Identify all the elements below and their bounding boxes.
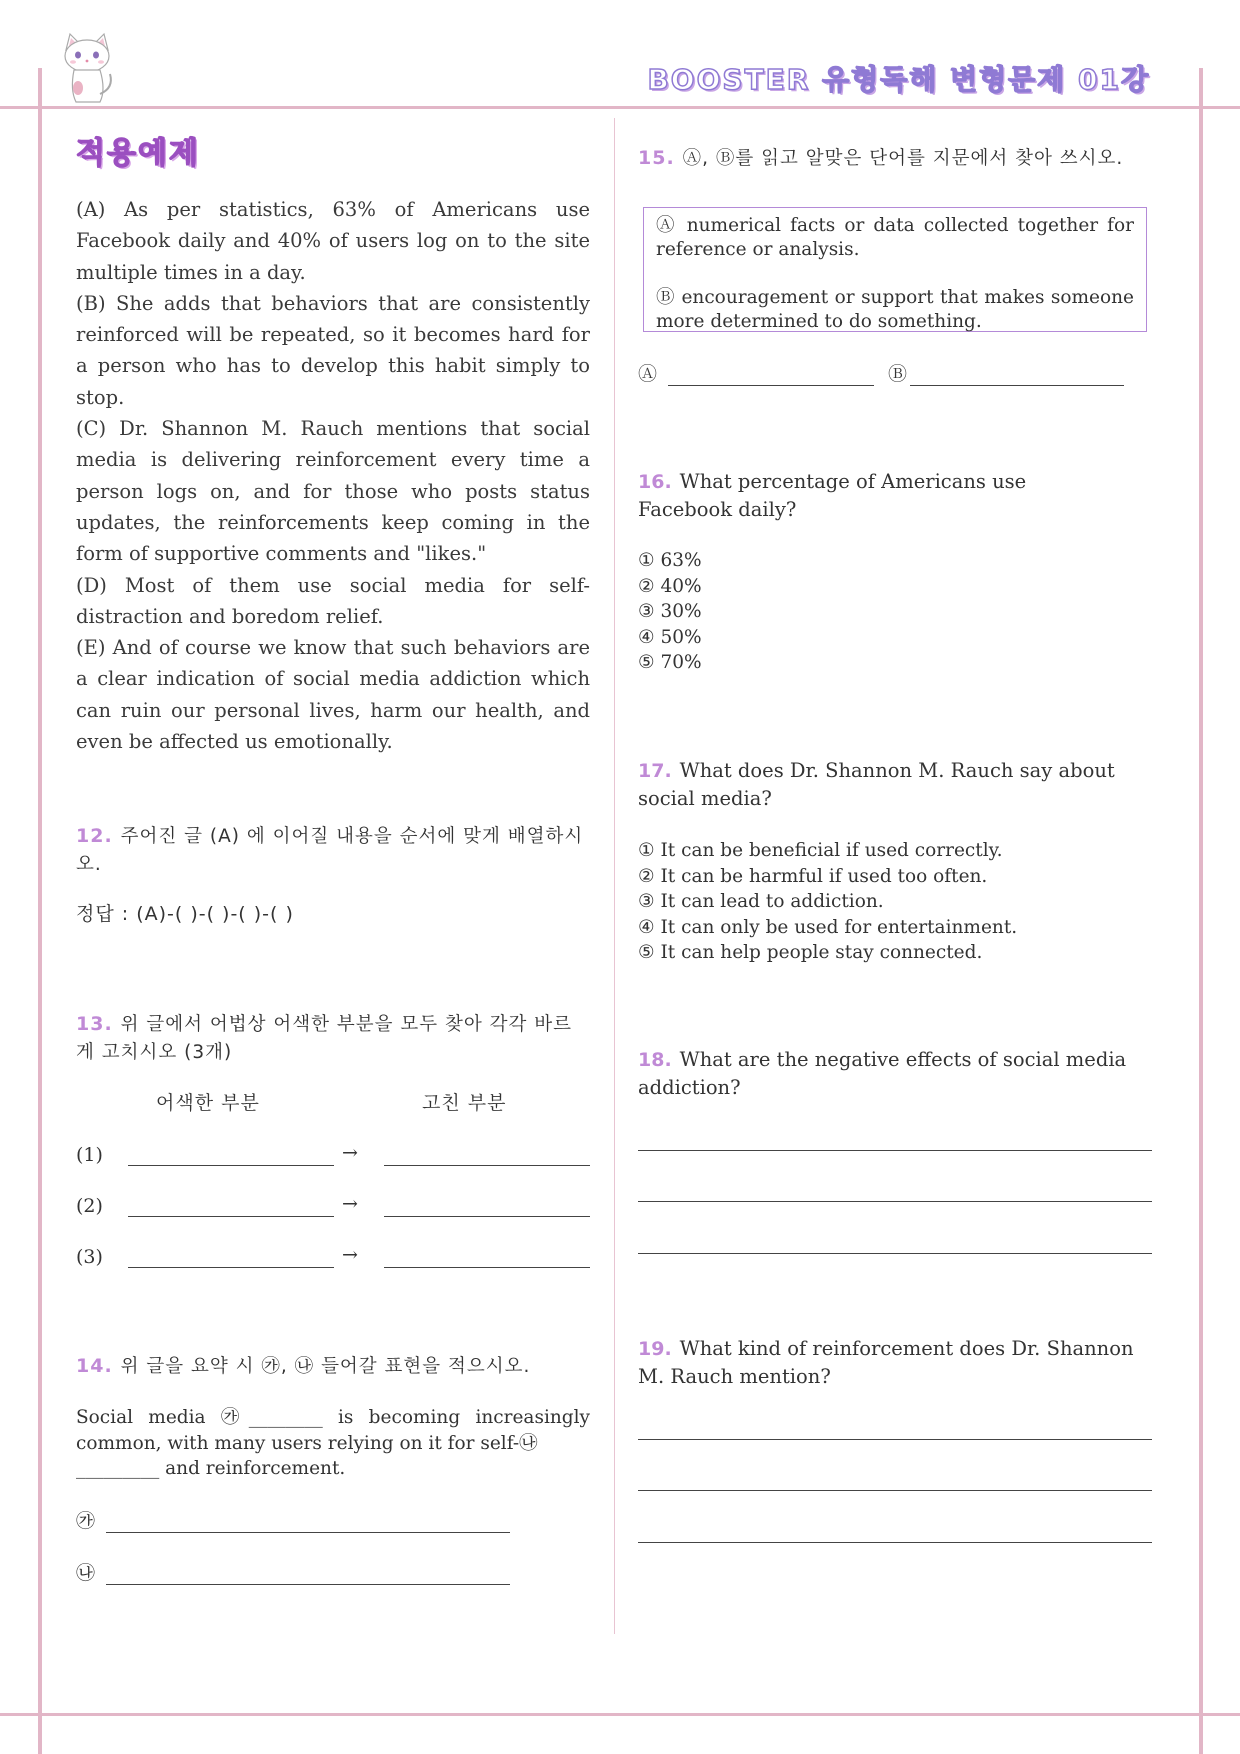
question-number: 12. [76,825,113,847]
question-19 [638,1335,1148,1391]
q15-definition-a: Ⓐ numerical facts or data collected together for reference or analysis. [656,215,1134,260]
question-number: 13. [76,1013,113,1035]
question-text: What percentage of Americans use Facebook daily? [638,470,1027,521]
question-text: 위 글에서 어법상 어색한 부분을 모두 찾아 각각 바르게 고치시오 (3개) [76,1014,573,1063]
q15-definition-b: Ⓑ encouragement or support that makes someone more determined to do something. [656,287,1134,332]
option[interactable]: ① 63% [638,550,702,571]
q13-row-label: (1) [76,1144,103,1166]
option[interactable]: ⑤ 70% [638,652,702,673]
q14-label-a: ㉮ [76,1510,96,1532]
frame-right-line [1199,68,1203,1754]
q19-answer-line[interactable] [638,1490,1152,1491]
q13-wrong-blank[interactable] [128,1216,334,1217]
arrow-icon: → [342,1244,358,1266]
column-divider [614,118,615,1634]
question-14 [76,1352,590,1381]
q13-row-label: (3) [76,1246,103,1268]
q18-answer-line[interactable] [638,1201,1152,1202]
col-header-wrong: 어색한 부분 [156,1092,260,1114]
q15-definition-box [643,207,1147,332]
option[interactable]: ③ 30% [638,601,702,622]
arrow-icon: → [342,1142,358,1164]
q13-wrong-blank[interactable] [128,1165,334,1166]
q15-answer-a-blank[interactable] [668,385,874,386]
question-number: 15. [638,147,675,169]
question-text: 주어진 글 (A) 에 이어질 내용을 순서에 맞게 배열하시오. [76,826,584,875]
q15-label-b: Ⓑ [888,363,908,385]
arrow-icon: → [342,1193,358,1215]
question-16 [638,468,1118,524]
q14-summary-text: Social media ㉮________ is becoming increasingly common, with many users relying on it for self-㉯ [76,1407,590,1454]
passage-paragraph-d: (D) Most of them use social media for self-distraction and boredom relief. [76,573,590,628]
q14-summary [76,1405,590,1482]
header-rule [0,106,1240,109]
q14-answer-b-blank[interactable] [106,1584,510,1585]
q14-label-b: ㉯ [76,1562,96,1584]
option[interactable]: ④ It can only be used for entertainment. [638,916,1018,938]
q13-wrong-blank[interactable] [128,1267,334,1268]
q16-options [638,548,702,676]
option[interactable]: ② It can be harmful if used too often. [638,865,988,887]
question-number: 14. [76,1355,113,1377]
question-13 [76,1010,576,1067]
page-header-title: BOOSTER 유형독해 변형문제 01강 [647,63,1150,96]
footer-rule [0,1713,1240,1716]
q13-fixed-blank[interactable] [384,1216,590,1217]
frame-left-line [38,68,42,1754]
question-text: Ⓐ, Ⓑ를 읽고 알맞은 단어를 지문에서 찾아 쓰시오. [682,148,1124,169]
q18-answer-line[interactable] [638,1150,1152,1151]
passage-paragraph-a: (A) As per statistics, 63% of Americans use Facebook daily and 40% of users log on to the site multiple times in a day. [76,198,590,284]
q14-summary-text-end: _________ and reinforcement. [76,1458,346,1479]
question-text: What does Dr. Shannon M. Rauch say about social media? [638,759,1115,810]
reading-passage [76,194,590,757]
q13-fixed-blank[interactable] [384,1267,590,1268]
question-15 [638,144,1158,173]
option[interactable]: ④ 50% [638,626,702,648]
section-title: 적용예제 [76,136,200,171]
passage-paragraph-b: (B) She adds that behaviors that are consistently reinforced will be repeated, so it becomes hard for a person who has to develop this habit simply to stop. [76,291,590,409]
q15-label-a: Ⓐ [638,363,658,385]
option[interactable]: ① It can be beneficial if used correctly. [638,840,1003,861]
question-number: 17. [638,760,672,782]
q13-fixed-blank[interactable] [384,1165,590,1166]
q12-answer-line: 정답 : (A)-( )-( )-( )-( ) [76,903,294,925]
q19-answer-line[interactable] [638,1542,1152,1543]
q14-answer-a-blank[interactable] [106,1532,510,1533]
question-number: 19. [638,1338,672,1360]
question-text: 위 글을 요약 시 ㉮, ㉯ 들어갈 표현을 적으시오. [120,1356,531,1377]
q18-answer-line[interactable] [638,1253,1152,1254]
col-header-fixed: 고친 부분 [422,1092,507,1114]
q13-row-label: (2) [76,1195,103,1217]
question-number: 18. [638,1049,672,1071]
passage-paragraph-e: (E) And of course we know that such behaviors are a clear indication of social media addiction which can ruin our personal lives, harm our health, and even be affected us emotionally. [76,636,590,754]
question-12 [76,822,590,879]
question-text: What kind of reinforcement does Dr. Shannon M. Rauch mention? [638,1337,1134,1388]
question-number: 16. [638,471,672,493]
cat-mascot-icon [56,30,118,106]
question-text: What are the negative effects of social media addiction? [638,1048,1127,1099]
q17-options [638,838,1017,966]
question-18 [638,1046,1138,1102]
question-17 [638,757,1118,813]
option[interactable]: ③ It can lead to addiction. [638,891,884,912]
passage-paragraph-c: (C) Dr. Shannon M. Rauch mentions that social media is delivering reinforcement every time a person logs on, and for those who posts status updates, the reinforcements keep coming in the form of supportive comments and "likes." [76,417,590,566]
option[interactable]: ⑤ It can help people stay connected. [638,942,983,963]
option[interactable]: ② 40% [638,575,702,597]
q15-answer-b-blank[interactable] [910,385,1124,386]
q19-answer-line[interactable] [638,1439,1152,1440]
